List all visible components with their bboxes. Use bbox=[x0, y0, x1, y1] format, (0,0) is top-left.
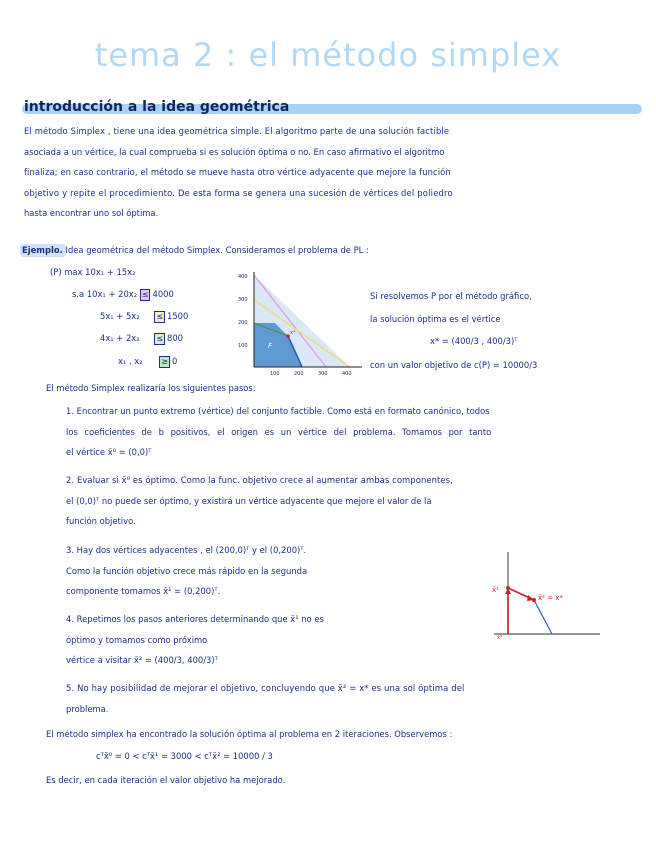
constraint-lhs: 4x₁ + 2x₂ bbox=[100, 333, 140, 343]
graphic-solution-1: Si resolvemos P por el método gráfico, bbox=[370, 291, 532, 301]
intro-line: hasta encontrar uno sol óptima. bbox=[24, 208, 159, 218]
step-line: Como la función objetivo crece más rápido en la segunda bbox=[66, 565, 308, 576]
constraint-1 bbox=[72, 284, 174, 305]
step-line: 2. Evaluar si x̄⁰ es óptimo. Como la func. objetivo crece al aumentar ambas componentes, bbox=[66, 475, 453, 485]
y-tick: 100 bbox=[238, 343, 248, 349]
vertex-x1 bbox=[506, 586, 510, 590]
y-tick: 400 bbox=[238, 274, 248, 280]
step-line: óptimo y tomamos como próximo bbox=[66, 634, 208, 645]
x1-label: x̄¹ bbox=[492, 586, 499, 594]
constraint-sign: ≤ bbox=[141, 290, 149, 299]
step-line: función objetivo. bbox=[66, 516, 136, 526]
y-tick: 300 bbox=[238, 297, 248, 303]
constraint-sign: ≤ bbox=[156, 312, 164, 321]
constraint-3 bbox=[100, 328, 183, 349]
step-5 bbox=[66, 678, 464, 719]
constraint-lhs: s.a 10x₁ + 20x₂ bbox=[72, 289, 138, 299]
intro-line: asociada a un vértice, la cual comprueba si es solución óptima o no. En caso afirmativo el algoritmo bbox=[24, 146, 445, 157]
constraint-2 bbox=[100, 306, 188, 327]
constraint-rhs: 0 bbox=[172, 356, 178, 366]
x-tick: 100 bbox=[270, 371, 280, 377]
conclusion-1: El método simplex ha encontrado la solución óptima al problema en 2 iteraciones. Observemos : bbox=[46, 729, 453, 739]
constraint-lhs: x₁ , x₂ bbox=[118, 356, 143, 366]
intro-line: objetivo y repite el procedimiento. De esta forma se genera una sucesión de vértices del poliedro bbox=[24, 187, 453, 198]
step-line: el vértice x̄⁰ = (0,0)ᵀ bbox=[66, 447, 152, 457]
vertex-x2 bbox=[532, 598, 536, 602]
constraint-rhs: 4000 bbox=[152, 289, 174, 299]
graphic-solution-2: la solución óptima es el vértice bbox=[370, 314, 501, 324]
example-label: Ejemplo. bbox=[22, 245, 63, 255]
feasible-region-graph bbox=[228, 270, 368, 380]
step-line: el (0,0)ᵀ no puede ser óptimo, y existirá un vértice adyacente que mejore el valor de la bbox=[66, 495, 432, 506]
intro-line: El método Simplex , tiene una idea geométrica simple. El algoritmo parte de una solución factible bbox=[24, 126, 450, 136]
step-3 bbox=[66, 540, 307, 602]
example-text: Idea geométrica del método Simplex. Consideramos el problema de PL : bbox=[65, 245, 369, 255]
step-line: vértice a visitar x̄² = (400/3, 400/3)ᵀ bbox=[66, 655, 218, 665]
step-line: 5. No hay posibilidad de mejorar el objetivo, concluyendo que x̄² = x* es una sol óptima del bbox=[66, 683, 465, 693]
constraint-sign: ≥ bbox=[161, 357, 168, 366]
intro-paragraph bbox=[24, 121, 453, 224]
intro-line: finaliza; en caso contrario, el método se mueve hasta otro vértice adyacente que mejore la función bbox=[24, 167, 451, 177]
x2-label: x̄² = x* bbox=[538, 594, 563, 602]
graphic-solution-3: x* = (400/3 , 400/3)ᵀ bbox=[430, 336, 518, 346]
page-title: tema 2 : el método simplex bbox=[94, 36, 562, 74]
conclusion-3: Es decir, en cada iteración el valor objetivo ha mejorado. bbox=[46, 775, 286, 785]
example-line bbox=[22, 240, 369, 260]
constraint-sign: ≤ bbox=[156, 334, 164, 343]
x-tick: 300 bbox=[318, 371, 328, 377]
step-line: componente tomamos x̄¹ = (0,200)ᵀ. bbox=[66, 586, 221, 596]
edge-line bbox=[534, 600, 552, 634]
step-line: los coeficientes de b positivos, el origen es un vértice del problema. Tomamos por tanto bbox=[66, 426, 492, 437]
step-line: 1. Encontrar un punto extremo (vértice) del conjunto factible. Como está en formato canónico, todos bbox=[66, 406, 490, 416]
step-1 bbox=[66, 401, 491, 463]
step-line: 3. Hay dos vértices adyacentes , el (200,0)ᵀ y el (0,200)ᵀ. bbox=[66, 545, 307, 555]
constraint-lhs: 5x₁ + 5x₂ bbox=[100, 311, 140, 321]
x0-label: x̄⁰ bbox=[497, 635, 502, 640]
problem-objective: (P) max 10x₁ + 15x₂ bbox=[50, 267, 136, 277]
y-tick: 200 bbox=[238, 320, 248, 326]
step-line: 4. Repetimos los pasos anteriores determinando que x̄¹ no es bbox=[66, 614, 324, 624]
region-label: F bbox=[268, 342, 273, 350]
iteration-graph bbox=[488, 548, 604, 640]
step-line: problema. bbox=[66, 703, 109, 714]
constraint-rhs: 800 bbox=[167, 333, 184, 343]
optimum-label: x* bbox=[290, 330, 296, 336]
step-2 bbox=[66, 470, 453, 532]
x-tick: 400 bbox=[342, 371, 352, 377]
constraint-rhs: 1500 bbox=[167, 311, 189, 321]
x-tick: 200 bbox=[294, 371, 304, 377]
step-4 bbox=[66, 609, 324, 671]
graphic-solution-4: con un valor objetivo de c(P) = 10000/3 bbox=[370, 360, 538, 370]
constraint-4 bbox=[118, 351, 177, 372]
conclusion-2: cᵀx̄⁰ = 0 < cᵀx̄¹ = 3000 < cᵀx̄² = 10000 / 3 bbox=[96, 751, 273, 761]
steps-intro: El método Simplex realizaría los siguientes pasos: bbox=[46, 383, 256, 393]
section-heading: introducción a la idea geométrica bbox=[24, 99, 290, 115]
